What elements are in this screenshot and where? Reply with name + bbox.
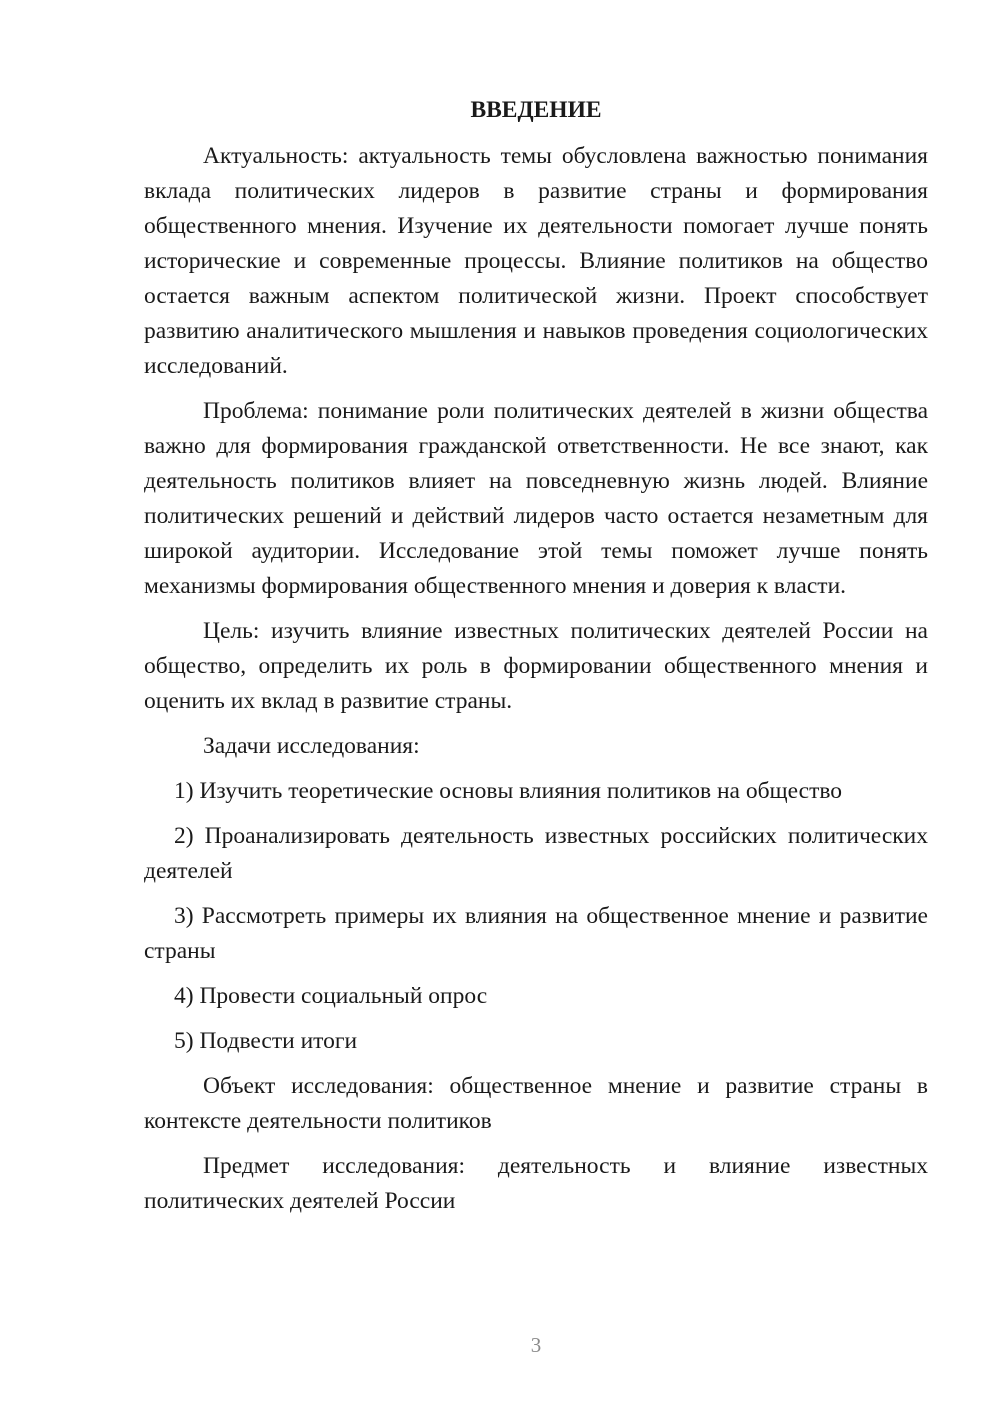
tasks-heading: Задачи исследования: [203, 733, 420, 759]
task-item: 3) Рассмотреть примеры их влияния на общественное мнение и развитие страны [144, 903, 928, 964]
task-item: 5) Подвести итоги [174, 1028, 358, 1054]
section-title-text: ВВЕДЕНИЕ [470, 97, 602, 123]
section-title [144, 93, 928, 128]
relevance-paragraph: Актуальность: актуальность темы обусловлена важностью понимания вклада политических лидеров в развитие страны и формирования общественного мнения. Изучение их деятельности помогает лучше понять исторические и современные процессы. Влияние политиков на общество остается важным аспектом политической жизни. Проект способствует развитию аналитического мышления и навыков проведения социологических исследований. [144, 143, 928, 379]
subject-paragraph: Предмет исследования: деятельность и влияние известных политических деятелей России [144, 1153, 928, 1214]
object-paragraph: Объект исследования: общественное мнение и развитие страны в контексте деятельности политиков [144, 1073, 928, 1134]
task-item: 1) Изучить теоретические основы влияния политиков на общество [174, 778, 843, 804]
task-item: 4) Провести социальный опрос [174, 983, 488, 1009]
goal-paragraph: Цель: изучить влияние известных политических деятелей России на общество, определить их роль в формировании общественного мнения и оценить их вклад в развитие страны. [144, 618, 928, 714]
page-number: 3 [530, 1333, 542, 1357]
page-content [144, 93, 928, 1229]
problem-paragraph: Проблема: понимание роли политических деятелей в жизни общества важно для формирования гражданской ответственности. Не все знают, как деятельность политиков влияет на повседневную жизнь людей. Влияние политических решений и действий лидеров часто остается незаметным для широкой аудитории. Исследование этой темы поможет лучше понять механизмы формирования общественного мнения и доверия к власти. [144, 398, 928, 599]
task-item: 2) Проанализировать деятельность известных российских политических деятелей [144, 823, 928, 884]
